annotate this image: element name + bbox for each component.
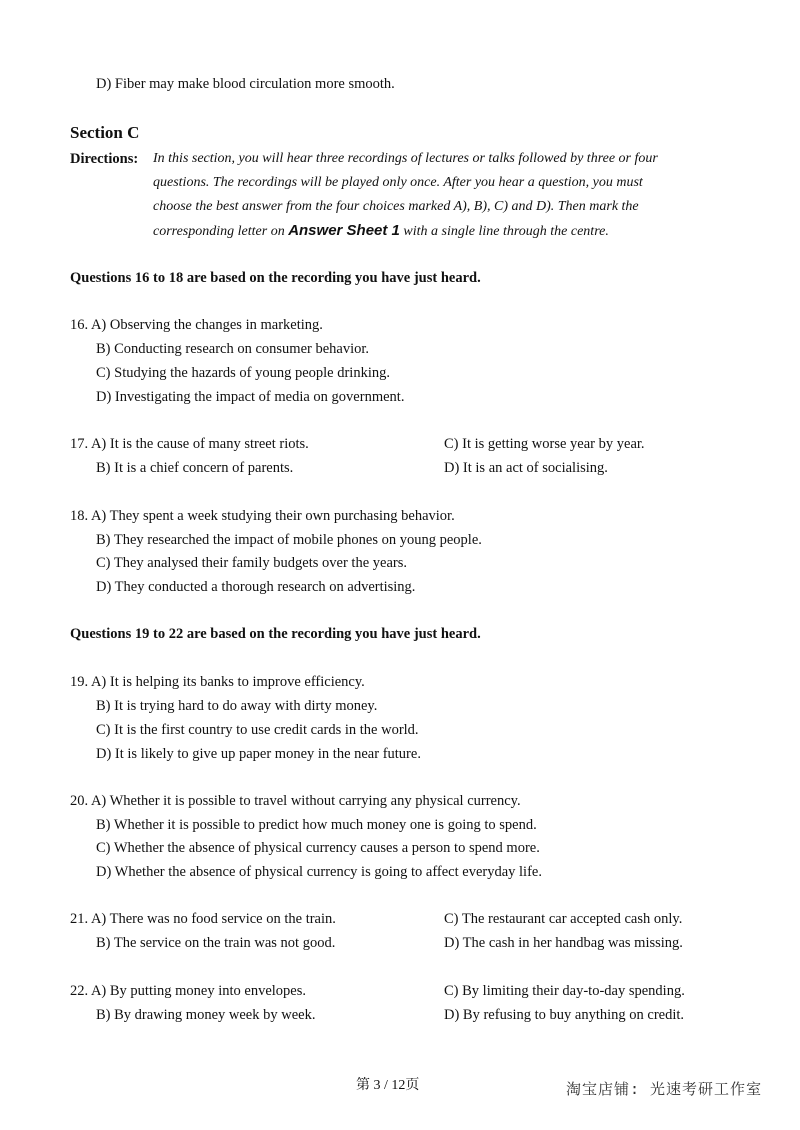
q19-option-c: C) It is the first country to use credit cards in the world. [96, 722, 419, 738]
directions-text-part: with a single line through the centre. [399, 224, 609, 239]
q17-option-d: D) It is an act of socialising. [444, 460, 608, 476]
q22-option-d: D) By refusing to buy anything on credit. [444, 1007, 685, 1023]
q18-option-b: B) They researched the impact of mobile phones on young people. [96, 532, 482, 548]
q16-option-a: 16. A) Observing the changes in marketing. [70, 317, 323, 333]
q16-option-c: C) Studying the hazards of young people drinking. [96, 365, 390, 381]
directions-text-part: corresponding letter on [153, 224, 289, 239]
q22-option-a: 22. A) By putting money into envelopes. [70, 983, 307, 999]
q21-option-a: 21. A) There was no food service on the train. [70, 911, 336, 927]
question-group-heading: Questions 16 to 18 are based on the recording you have just heard. [70, 270, 481, 286]
q18-option-c: C) They analysed their family budgets over the years. [96, 555, 407, 571]
option-line: D) Fiber may make blood circulation more smooth. [96, 76, 395, 92]
question-group-heading: Questions 19 to 22 are based on the recording you have just heard. [70, 626, 481, 642]
q18-option-a: 18. A) They spent a week studying their own purchasing behavior. [70, 508, 455, 524]
q22-option-c: C) By limiting their day-to-day spending. [444, 983, 685, 999]
q20-option-d: D) Whether the absence of physical currency is going to affect everyday life. [96, 864, 542, 880]
directions-text: In this section, you will hear three recordings of lectures or talks followed by three or four [153, 151, 658, 166]
q21-option-d: D) The cash in her handbag was missing. [444, 935, 683, 951]
section-title: Section C [70, 123, 140, 142]
directions-label: Directions: [70, 151, 139, 167]
q18-option-d: D) They conducted a thorough research on advertising. [96, 579, 416, 595]
q17-option-a: 17. A) It is the cause of many street riots. [70, 436, 309, 452]
q17-option-b: B) It is a chief concern of parents. [96, 460, 294, 476]
q19-option-a: 19. A) It is helping its banks to improve efficiency. [70, 674, 365, 690]
q21-option-c: C) The restaurant car accepted cash only. [444, 911, 683, 927]
page-number: 第 3 / 12页 [356, 1078, 420, 1093]
directions-text [153, 222, 609, 241]
shop-watermark: 淘宝店铺: 光速考研工作室 [566, 1080, 763, 1098]
q22-option-b: B) By drawing money week by week. [96, 1007, 316, 1023]
directions-text: choose the best answer from the four choices marked A), B), C) and D). Then mark the [153, 199, 639, 214]
q19-option-d: D) It is likely to give up paper money in the near future. [96, 746, 421, 762]
directions-text: questions. The recordings will be played only once. After you hear a question, you must [153, 175, 643, 190]
q19-option-b: B) It is trying hard to do away with dirty money. [96, 698, 378, 714]
q16-option-b: B) Conducting research on consumer behavior. [96, 341, 370, 357]
q16-option-d: D) Investigating the impact of media on government. [96, 389, 405, 405]
q20-option-a: 20. A) Whether it is possible to travel without carrying any physical currency. [70, 793, 521, 809]
q20-option-c: C) Whether the absence of physical currency causes a person to spend more. [96, 840, 540, 856]
q20-option-b: B) Whether it is possible to predict how much money one is going to spend. [96, 817, 537, 833]
q17-option-c: C) It is getting worse year by year. [444, 436, 645, 452]
answer-sheet-label: Answer Sheet 1 [288, 222, 400, 239]
q21-option-b: B) The service on the train was not good. [96, 935, 336, 951]
